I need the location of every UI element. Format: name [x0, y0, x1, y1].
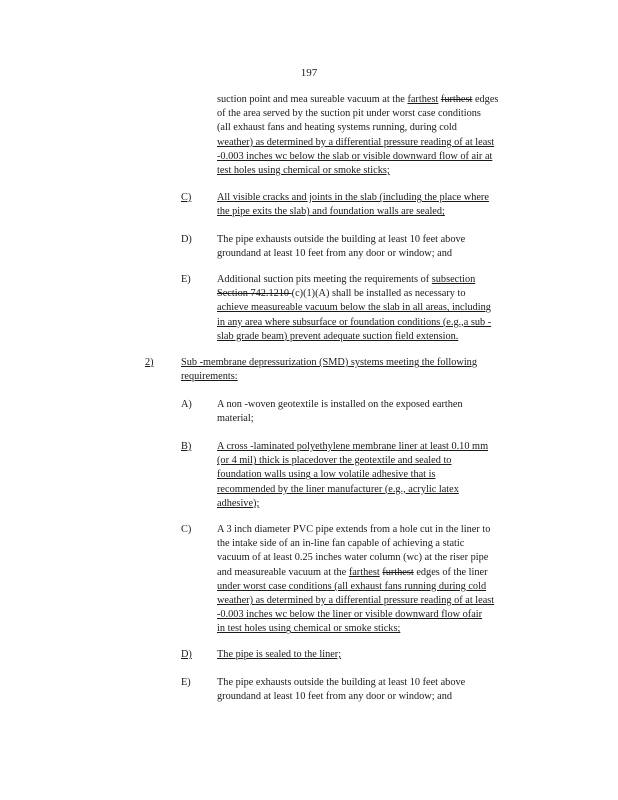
cont-text: suction point and mea sureable vacuum at the [217, 94, 408, 105]
item-2b-line-5: adhesive); [217, 497, 260, 509]
item-e-line-4: in any area where subsurface or foundation conditions (e.g.,a sub - [217, 316, 492, 328]
item-2b-line-1: A cross -laminated polyethylene membrane liner at least 0.10 mm [217, 441, 489, 452]
item-2c-text [217, 523, 547, 637]
item-2c-text-run: and measureable vacuum at the [217, 566, 349, 578]
item-2-label: 2) [145, 357, 154, 368]
item-2c-line-5: under worst case conditions (all exhaust fans running during cold [217, 580, 487, 592]
item-d-line-1: The pipe exhausts outside the building at least 10 feet above [217, 234, 466, 245]
item-2d-label: D) [181, 649, 192, 660]
item-2-line-2: requirements: [181, 371, 238, 383]
item-e-text [217, 273, 547, 344]
item-2c-line-7: -0.003 inches wc below the liner or visible downward flow ofair [217, 609, 483, 621]
item-2c-text-run: edges of the liner [413, 566, 488, 578]
item-e-text-run: (c)(1)(A) [291, 288, 330, 300]
item-e-line-5: slab grade beam) prevent adequate suction field extension. [217, 330, 459, 342]
item-2a-text [217, 398, 547, 426]
item-2e-label: E) [181, 677, 191, 688]
item-e-text-run: shall be installed as necessary to [329, 288, 466, 300]
cont-line-1 [217, 93, 547, 107]
item-c-label: C) [181, 192, 192, 203]
item-e-text-run: Additional suction pits meeting the requirements of [217, 274, 432, 285]
item-2b-label: B) [181, 441, 192, 452]
item-2c-line-8: in test holes using chemical or smoke sticks; [217, 623, 401, 635]
item-2b-line-2: (or 4 mil) thick is placedover the geotextile and sealed to [217, 455, 452, 467]
deleted-text: furthest [440, 94, 473, 105]
item-e-line-2 [217, 287, 547, 301]
item-d-text [217, 233, 547, 261]
item-2e-line-2: groundand at least 10 feet from any door or window; and [217, 691, 453, 703]
item-2c-line-4 [217, 566, 547, 580]
item-2b-line-4: recommended by the liner manufacturer (e.g., acrylic latex [217, 483, 459, 495]
item-e-line-1 [217, 273, 547, 287]
inserted-text: subsection [431, 274, 476, 285]
item-2d-text [217, 648, 547, 662]
item-2a-line-1: A non -woven geotextile is installed on the exposed earthen [217, 399, 463, 410]
item-2c-line-1: A 3 inch diameter PVC pipe extends from a hole cut in the liner to [217, 524, 491, 535]
item-2a-label: A) [181, 399, 192, 410]
item-c-text [217, 191, 547, 219]
item-2c-line-2: the intake side of an in-line fan capable of achieving a static [217, 538, 465, 550]
deleted-text: furthest [382, 566, 414, 578]
item-d-line-2: groundand at least 10 feet from any door or window; and [217, 248, 453, 260]
item-2d-line-1: The pipe is sealed to the liner; [217, 649, 342, 660]
item-2c-label: C) [181, 524, 192, 535]
item-c-line-2: the pipe exits the slab) and foundation walls are sealed; [217, 206, 445, 218]
item-2a-line-2: material; [217, 413, 254, 425]
item-e-label: E) [181, 274, 191, 285]
item-2b-line-3: foundation walls using a low volatile adhesive that is [217, 469, 436, 481]
item-e-line-3: achieve measureable vacuum below the slab in all areas, including [217, 302, 491, 314]
item-2c-line-6: weather) as determined by a differential pressure reading of at least [217, 595, 495, 607]
item-2-line-1: Sub -membrane depressurization (SMD) systems meeting the following [181, 357, 477, 368]
item-2-text [181, 356, 531, 384]
item-c-line-1: All visible cracks and joints in the slab (including the place where [217, 192, 489, 203]
cont-line-3: (all exhaust fans and heating systems running, during cold [217, 122, 457, 134]
item-2e-text [217, 676, 547, 704]
cont-line-5: -0.003 inches wc below the slab or visible downward flow of air at [217, 150, 493, 162]
item-2e-line-1: The pipe exhausts outside the building at least 10 feet above [217, 677, 466, 688]
item-2b-text [217, 440, 547, 511]
item-d-label: D) [181, 234, 192, 245]
cont-line-4: weather) as determined by a differential pressure reading of at least [217, 136, 495, 148]
inserted-text: farthest [348, 566, 380, 578]
cont-line-6: test holes using chemical or smoke sticks; [217, 165, 390, 177]
item-2c-line-3: vacuum of at least 0.25 inches water column (wc) at the riser pipe [217, 552, 489, 564]
continuation-paragraph [217, 93, 547, 178]
page-number: 197 [300, 67, 318, 79]
inserted-text: farthest [407, 94, 439, 105]
deleted-text: Section 742.1210 [217, 288, 292, 300]
cont-line-2: of the area served by the suction pit under worst case conditions [217, 108, 481, 120]
cont-text: edges [474, 94, 499, 105]
